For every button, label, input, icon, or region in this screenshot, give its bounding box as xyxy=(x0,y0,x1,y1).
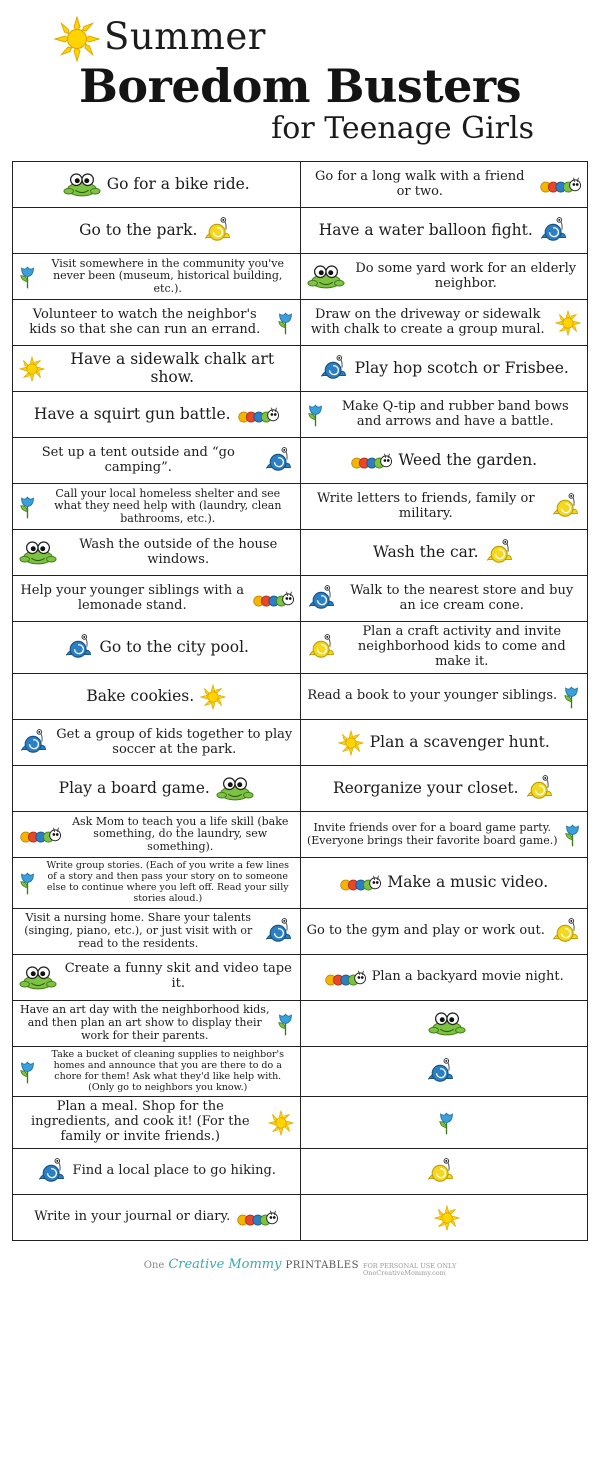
table-row xyxy=(13,812,588,858)
activity-content xyxy=(307,539,582,566)
activity-cell-left xyxy=(13,254,301,300)
activity-content xyxy=(307,1109,582,1136)
snail-yellow-icon xyxy=(551,918,581,945)
activity-cell-right xyxy=(300,954,588,1000)
activity-content xyxy=(19,1158,294,1185)
footer-brand xyxy=(144,1257,457,1277)
snail-yellow-icon xyxy=(307,634,337,661)
table-row xyxy=(13,576,588,622)
caterpillar-icon xyxy=(350,451,392,470)
activity-text: Make Q-tip and rubber band bows and arrows and have a battle. xyxy=(341,398,569,429)
activity-cell-left xyxy=(13,1000,301,1046)
activity-cell-left xyxy=(13,674,301,720)
activity-cell-left xyxy=(13,720,301,766)
activity-content xyxy=(307,918,582,945)
table-row xyxy=(13,622,588,674)
activity-text: Go to the city pool. xyxy=(99,637,249,656)
snail-blue-icon xyxy=(19,729,49,756)
activity-cell-right xyxy=(300,1195,588,1241)
table-row xyxy=(13,908,588,954)
activity-cell-left xyxy=(13,438,301,484)
activity-text: Visit somewhere in the community you've never been (museum, historical building, etc.). xyxy=(51,256,285,296)
activity-text: Find a local place to go hiking. xyxy=(72,1163,276,1179)
activity-text: Create a funny skit and video tape it. xyxy=(64,961,292,992)
activity-content xyxy=(307,492,582,522)
activity-content xyxy=(307,308,582,338)
activity-content xyxy=(19,258,294,296)
sun-small-icon xyxy=(338,730,364,756)
footer-fineprint-line2: OneCreativeMommy.com xyxy=(362,1269,446,1278)
tulip-icon xyxy=(564,821,581,848)
title-line-one xyxy=(18,14,582,60)
sun-icon xyxy=(54,16,100,62)
activity-content xyxy=(307,170,582,200)
activity-text: Do some yard work for an elderly neighbor. xyxy=(355,260,577,291)
activity-cell-left xyxy=(13,766,301,812)
activity-content xyxy=(19,962,294,992)
page-title-main: Boredom Busters xyxy=(79,59,521,113)
footer-creative: Creative xyxy=(168,1257,225,1273)
activity-text: Play a board game. xyxy=(58,778,210,797)
sun-small-icon xyxy=(434,1205,460,1231)
activity-cell-left xyxy=(13,484,301,530)
caterpillar-icon xyxy=(252,589,294,608)
activity-cell-left xyxy=(13,576,301,622)
activity-text: Have a sidewalk chalk art show. xyxy=(70,349,275,386)
activity-cell-right xyxy=(300,766,588,812)
activity-text: Go for a bike ride. xyxy=(106,174,250,193)
sun-small-icon xyxy=(19,356,45,382)
table-row xyxy=(13,1000,588,1046)
activity-text: Plan a meal. Shop for the ingredients, and cook it! (For the family or invite friends.) xyxy=(30,1099,250,1145)
activity-cell-left xyxy=(13,392,301,438)
activity-content xyxy=(307,262,582,292)
activity-text: Volunteer to watch the neighbor's kids so that she can run an errand. xyxy=(29,306,261,337)
activity-text: Go for a long walk with a friend or two. xyxy=(314,168,525,199)
sun-small-icon xyxy=(200,684,226,710)
table-row xyxy=(13,1046,588,1097)
activity-content xyxy=(19,634,294,661)
activity-content xyxy=(19,405,294,424)
activity-text: Draw on the driveway or sidewalk with chalk to create a group mural. xyxy=(310,306,545,337)
page-footer xyxy=(0,1241,600,1291)
snail-blue-icon xyxy=(307,585,337,612)
activity-cell-right xyxy=(300,392,588,438)
table-row xyxy=(13,484,588,530)
activity-cell-left xyxy=(13,162,301,208)
snail-blue-icon xyxy=(37,1158,67,1185)
activity-cell-right xyxy=(300,208,588,254)
tulip-icon xyxy=(438,1109,455,1136)
activity-cell-right xyxy=(300,1000,588,1046)
activity-content xyxy=(19,1004,294,1042)
activity-cell-right xyxy=(300,1149,588,1195)
activity-text: Help your younger siblings with a lemonade stand. xyxy=(20,582,245,613)
page-header xyxy=(0,0,600,151)
activity-content xyxy=(307,584,582,614)
activity-content xyxy=(307,355,582,382)
activity-cell-right xyxy=(300,254,588,300)
caterpillar-icon xyxy=(19,825,61,844)
activity-content xyxy=(307,873,582,892)
footer-one: One xyxy=(143,1260,165,1272)
tulip-icon xyxy=(307,401,324,428)
activity-text: Wash the car. xyxy=(372,542,479,561)
sun-small-icon xyxy=(268,1110,294,1136)
activity-cell-left xyxy=(13,858,301,909)
activity-text: Bake cookies. xyxy=(86,686,195,705)
activity-cell-right xyxy=(300,858,588,909)
activity-content xyxy=(19,308,294,338)
activity-content xyxy=(19,816,294,854)
activity-cell-right xyxy=(300,812,588,858)
activity-text: Read a book to your younger siblings. xyxy=(307,688,558,704)
activity-content xyxy=(307,683,582,710)
activity-cell-right xyxy=(300,346,588,392)
footer-mommy: Mommy xyxy=(228,1257,282,1273)
table-row xyxy=(13,346,588,392)
snail-blue-icon xyxy=(264,918,294,945)
table-row xyxy=(13,300,588,346)
activity-cell-right xyxy=(300,300,588,346)
activity-content xyxy=(307,821,582,848)
activity-cell-left xyxy=(13,1046,301,1097)
activity-cell-right xyxy=(300,720,588,766)
footer-fineprint-line1: FOR PERSONAL USE ONLY xyxy=(362,1262,457,1271)
activity-text: Write group stories. (Each of you write a few lines of a story and then pass your story on to someone else to continue where you left off. Read your silly stories aloud.) xyxy=(46,860,290,904)
activity-content xyxy=(307,217,582,244)
activity-cell-left xyxy=(13,954,301,1000)
snail-blue-icon xyxy=(426,1058,456,1085)
sun-small-icon xyxy=(555,310,581,336)
frog-icon xyxy=(19,540,57,565)
snail-yellow-icon xyxy=(525,775,555,802)
page-title-sub: for Teenage Girls xyxy=(271,111,534,147)
activity-cell-left xyxy=(13,812,301,858)
tulip-icon xyxy=(19,493,36,520)
activity-cell-left xyxy=(13,908,301,954)
snail-yellow-icon xyxy=(551,493,581,520)
activity-content xyxy=(307,400,582,430)
page-title-summer: Summer xyxy=(104,14,266,58)
snail-blue-icon xyxy=(539,217,569,244)
activity-text: Go to the park. xyxy=(79,220,198,239)
table-row xyxy=(13,766,588,812)
activity-text: Have a water balloon fight. xyxy=(318,220,533,239)
table-row xyxy=(13,1149,588,1195)
activity-cell-right xyxy=(300,484,588,530)
activity-text: Go to the gym and play or work out. xyxy=(306,922,545,938)
activity-content xyxy=(19,861,294,905)
snail-yellow-icon xyxy=(485,539,515,566)
activity-content xyxy=(19,172,294,197)
frog-icon xyxy=(307,264,345,289)
activity-cell-left xyxy=(13,346,301,392)
tulip-icon xyxy=(19,263,36,290)
activity-content xyxy=(19,351,294,387)
activity-cell-left xyxy=(13,530,301,576)
activity-text: Make a music video. xyxy=(387,873,549,892)
activity-content xyxy=(307,730,582,756)
activity-cell-left xyxy=(13,1195,301,1241)
table-row xyxy=(13,438,588,484)
activity-cell-left xyxy=(13,622,301,674)
table-row xyxy=(13,674,588,720)
footer-printables: PRINTABLES xyxy=(285,1260,359,1272)
activity-text: Write in your journal or diary. xyxy=(34,1209,231,1225)
activity-content xyxy=(307,1158,582,1185)
activity-content xyxy=(307,775,582,802)
activity-cell-right xyxy=(300,674,588,720)
table-row xyxy=(13,162,588,208)
caterpillar-icon xyxy=(236,1208,278,1227)
activity-text: Play hop scotch or Frisbee. xyxy=(354,358,569,377)
tulip-icon xyxy=(19,869,36,896)
activity-cell-left xyxy=(13,1097,301,1149)
activity-content xyxy=(307,451,582,470)
activity-text: Set up a tent outside and “go camping”. xyxy=(41,444,235,475)
activity-cell-right xyxy=(300,622,588,674)
table-row xyxy=(13,858,588,909)
tulip-icon xyxy=(277,1010,294,1037)
activity-text: Take a bucket of cleaning supplies to neighbor's homes and announce that you are there to do a chore for them! Ask what they'd like help with. (Only go to neighbors you know.) xyxy=(51,1048,284,1093)
activity-content xyxy=(19,912,294,950)
activity-content xyxy=(307,1011,582,1036)
frog-icon xyxy=(428,1011,466,1036)
tulip-icon xyxy=(563,683,580,710)
caterpillar-icon xyxy=(324,968,366,987)
activity-text: Invite friends over for a board game party. (Everyone brings their favorite board game.) xyxy=(306,820,558,847)
table-row xyxy=(13,254,588,300)
activity-content xyxy=(307,625,582,670)
activity-text: Get a group of kids together to play soccer at the park. xyxy=(56,726,293,757)
activity-content xyxy=(19,584,294,614)
activity-cell-left xyxy=(13,300,301,346)
activity-text: Walk to the nearest store and buy an ice cream cone. xyxy=(350,582,574,613)
snail-blue-icon xyxy=(319,355,349,382)
activity-content xyxy=(307,1205,582,1231)
activity-content xyxy=(19,684,294,710)
table-row xyxy=(13,1195,588,1241)
table-row xyxy=(13,720,588,766)
activity-content xyxy=(19,488,294,526)
activity-text: Ask Mom to teach you a life skill (bake something, do the laundry, sew something). xyxy=(72,814,289,853)
activity-content xyxy=(19,538,294,568)
frog-icon xyxy=(63,172,101,197)
caterpillar-icon xyxy=(237,405,279,424)
activity-cell-right xyxy=(300,576,588,622)
activity-cell-right xyxy=(300,1097,588,1149)
tulip-icon xyxy=(19,1058,36,1085)
activity-text: Weed the garden. xyxy=(398,450,538,469)
activity-content xyxy=(19,776,294,801)
frog-icon xyxy=(216,776,254,801)
activity-content xyxy=(19,1100,294,1145)
activity-cell-right xyxy=(300,1046,588,1097)
table-row xyxy=(13,392,588,438)
snail-blue-icon xyxy=(264,447,294,474)
activity-content xyxy=(19,728,294,758)
table-row xyxy=(13,530,588,576)
table-row xyxy=(13,954,588,1000)
activity-cell-right xyxy=(300,438,588,484)
snail-yellow-icon xyxy=(426,1158,456,1185)
activity-text: Plan a craft activity and invite neighborhood kids to come and make it. xyxy=(357,624,566,670)
activity-text: Call your local homeless shelter and see what they need help with (laundry, clean bathrooms, etc.). xyxy=(54,486,282,526)
caterpillar-icon xyxy=(339,873,381,892)
activity-cell-right xyxy=(300,162,588,208)
activity-content xyxy=(19,446,294,476)
activity-content xyxy=(307,968,582,987)
activity-text: Plan a scavenger hunt. xyxy=(369,732,550,751)
activity-content xyxy=(19,217,294,244)
activity-content xyxy=(307,1058,582,1085)
activity-text: Visit a nursing home. Share your talents (singing, piano, etc.), or just visit with or read to the residents. xyxy=(24,911,253,950)
caterpillar-icon xyxy=(539,175,581,194)
tulip-icon xyxy=(277,309,294,336)
table-row xyxy=(13,1097,588,1149)
table-row xyxy=(13,208,588,254)
activity-cell-left xyxy=(13,1149,301,1195)
snail-yellow-icon xyxy=(203,217,233,244)
activity-cell-right xyxy=(300,908,588,954)
snail-blue-icon xyxy=(64,634,94,661)
activity-text: Wash the outside of the house windows. xyxy=(79,536,278,567)
activity-text: Have a squirt gun battle. xyxy=(33,404,231,423)
activities-table xyxy=(12,161,588,1241)
activity-content xyxy=(19,1208,294,1227)
footer-fineprint xyxy=(363,1263,456,1277)
activity-text: Reorganize your closet. xyxy=(332,778,519,797)
activity-content xyxy=(19,1050,294,1094)
activity-text: Plan a backyard movie night. xyxy=(371,968,564,984)
frog-icon xyxy=(19,965,57,990)
activity-text: Write letters to friends, family or military. xyxy=(316,490,535,521)
activity-cell-left xyxy=(13,208,301,254)
activity-text: Have an art day with the neighborhood kids, and then plan an art show to display their work for their parents. xyxy=(20,1003,270,1042)
activity-cell-right xyxy=(300,530,588,576)
